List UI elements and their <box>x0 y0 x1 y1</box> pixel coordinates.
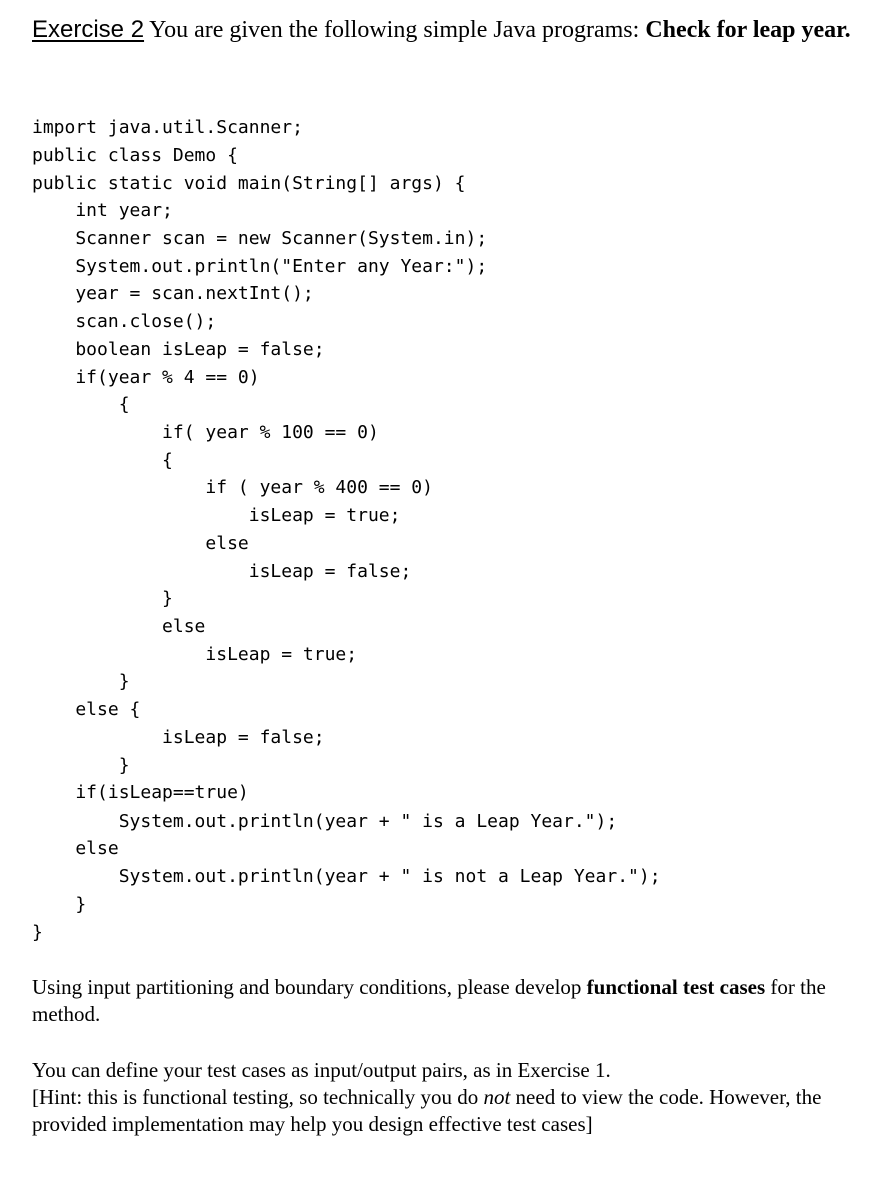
code-line: Scanner scan = new Scanner(System.in); <box>32 228 488 249</box>
code-line: public class Demo { <box>32 145 238 166</box>
code-line: int year; <box>32 200 173 221</box>
code-line: year = scan.nextInt(); <box>32 283 314 304</box>
code-line: else <box>32 838 119 859</box>
code-line: else <box>32 533 249 554</box>
code-line: } <box>32 755 130 776</box>
code-line: } <box>32 922 43 943</box>
hint-text-end: need to view the code. However, the provided implementation may help you design effective test cases] <box>32 1085 822 1136</box>
code-line: System.out.println("Enter any Year:"); <box>32 256 488 277</box>
note-paragraph <box>32 1057 852 1138</box>
code-line: } <box>32 588 173 609</box>
code-line: System.out.println(year + " is a Leap Year."); <box>32 811 618 832</box>
code-line: else { <box>32 699 141 720</box>
code-line: public static void main(String[] args) { <box>32 173 466 194</box>
code-line: if( year % 100 == 0) <box>32 422 379 443</box>
code-line: isLeap = false; <box>32 561 412 582</box>
code-line: } <box>32 894 87 915</box>
code-line: if ( year % 400 == 0) <box>32 477 433 498</box>
task-text: Using input partitioning and boundary conditions, please develop <box>32 975 587 999</box>
code-line: if(isLeap==true) <box>32 782 249 803</box>
code-line: import java.util.Scanner; <box>32 117 303 138</box>
code-line: if(year % 4 == 0) <box>32 367 260 388</box>
task-bold: functional test cases <box>586 975 766 999</box>
task-text-end: for the method. <box>32 975 826 1026</box>
code-line: isLeap = true; <box>32 644 358 665</box>
hint-emphasis: not <box>483 1085 511 1109</box>
exercise-intro: You are given the following simple Java programs: <box>144 17 646 43</box>
code-line: scan.close(); <box>32 311 217 332</box>
exercise-heading <box>32 10 852 50</box>
note-line: You can define your test cases as input/output pairs, as in Exercise 1. <box>32 1058 611 1082</box>
code-line: boolean isLeap = false; <box>32 339 325 360</box>
code-line: } <box>32 671 130 692</box>
exercise-title-bold: Check for leap year. <box>645 17 851 43</box>
code-line: { <box>32 394 130 415</box>
code-line: System.out.println(year + " is not a Leap Year."); <box>32 866 661 887</box>
task-paragraph <box>32 974 852 1028</box>
code-line: isLeap = false; <box>32 727 325 748</box>
exercise-label: Exercise 2 <box>32 16 145 43</box>
code-line: isLeap = true; <box>32 505 401 526</box>
code-line: { <box>32 450 173 471</box>
code-line: else <box>32 616 206 637</box>
hint-text: [Hint: this is functional testing, so technically you do <box>32 1085 484 1109</box>
